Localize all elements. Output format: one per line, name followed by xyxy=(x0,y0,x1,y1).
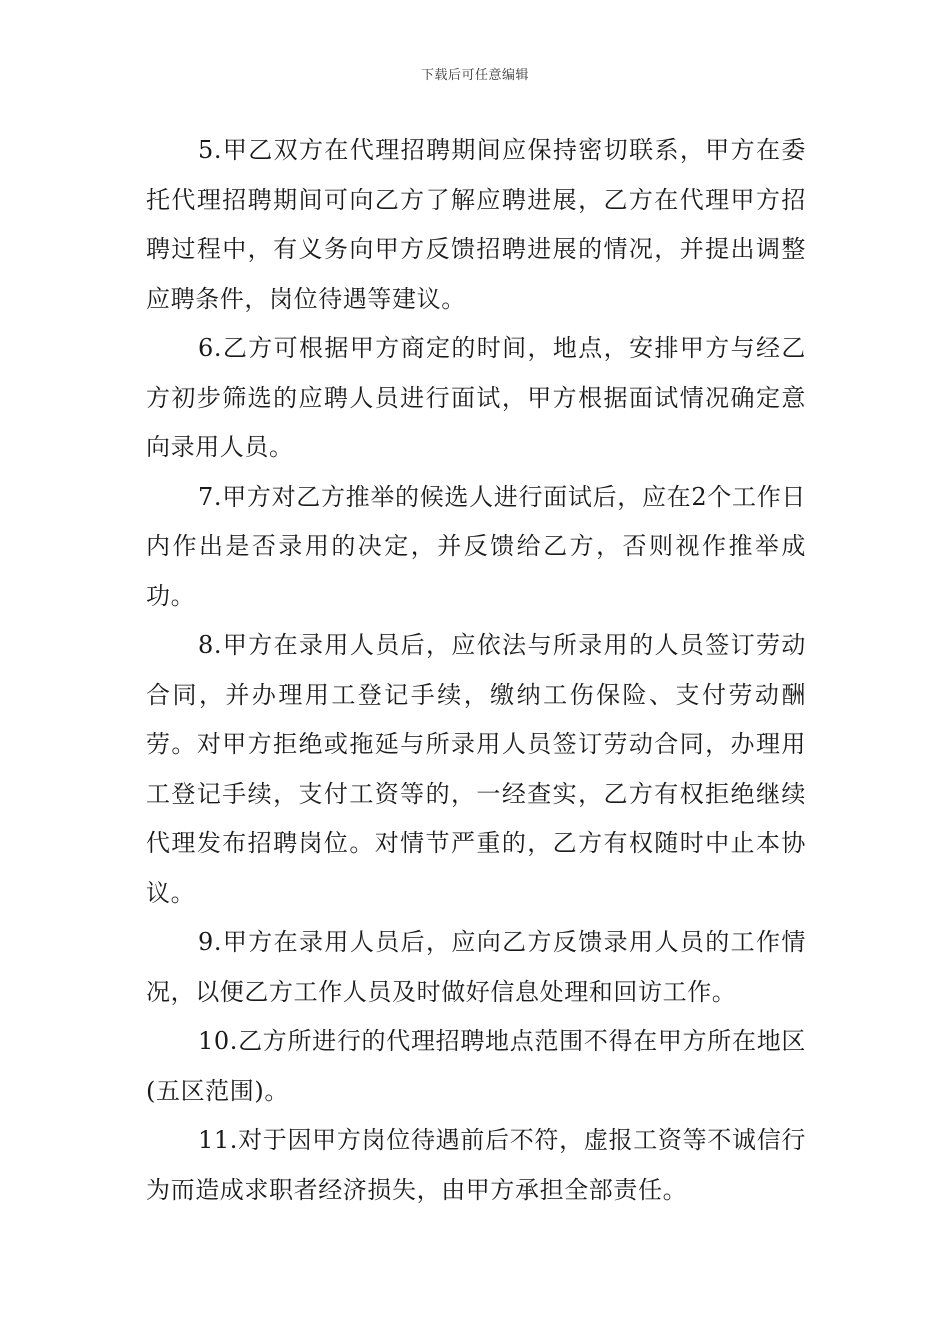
clause-8: 8.甲方在录用人员后，应依法与所录用的人员签订劳动合同，并办理用工登记手续，缴纳工伤保险、支付劳动酬劳。对甲方拒绝或拖延与所录用人员签订劳动合同，办理用工登记手续，支付工资等的，一经查实，乙方有权拒绝继续代理发布招聘岗位。对情节严重的，乙方有权随时中止本协议。 xyxy=(146,631,806,907)
page-header: 下载后可任意编辑 xyxy=(420,68,529,83)
document-body xyxy=(146,126,806,1215)
clause-11: 11.对于因甲方岗位待遇前后不符，虚报工资等不诚信行为而造成求职者经济损失，由甲方承担全部责任。 xyxy=(146,1126,806,1204)
clause-10: 10.乙方所进行的代理招聘地点范围不得在甲方所在地区(五区范围)。 xyxy=(146,1027,806,1105)
clause-9: 9.甲方在录用人员后，应向乙方反馈录用人员的工作情况，以便乙方工作人员及时做好信息处理和回访工作。 xyxy=(146,928,806,1006)
clause-6: 6.乙方可根据甲方商定的时间，地点，安排甲方与经乙方初步筛选的应聘人员进行面试，甲方根据面试情况确定意向录用人员。 xyxy=(146,334,806,461)
clause-5: 5.甲乙双方在代理招聘期间应保持密切联系，甲方在委托代理招聘期间可向乙方了解应聘进展，乙方在代理甲方招聘过程中，有义务向甲方反馈招聘进展的情况，并提出调整应聘条件，岗位待遇等建议。 xyxy=(146,136,806,313)
clause-7: 7.甲方对乙方推举的候选人进行面试后，应在2个工作日内作出是否录用的决定，并反馈给乙方，否则视作推举成功。 xyxy=(146,482,806,610)
